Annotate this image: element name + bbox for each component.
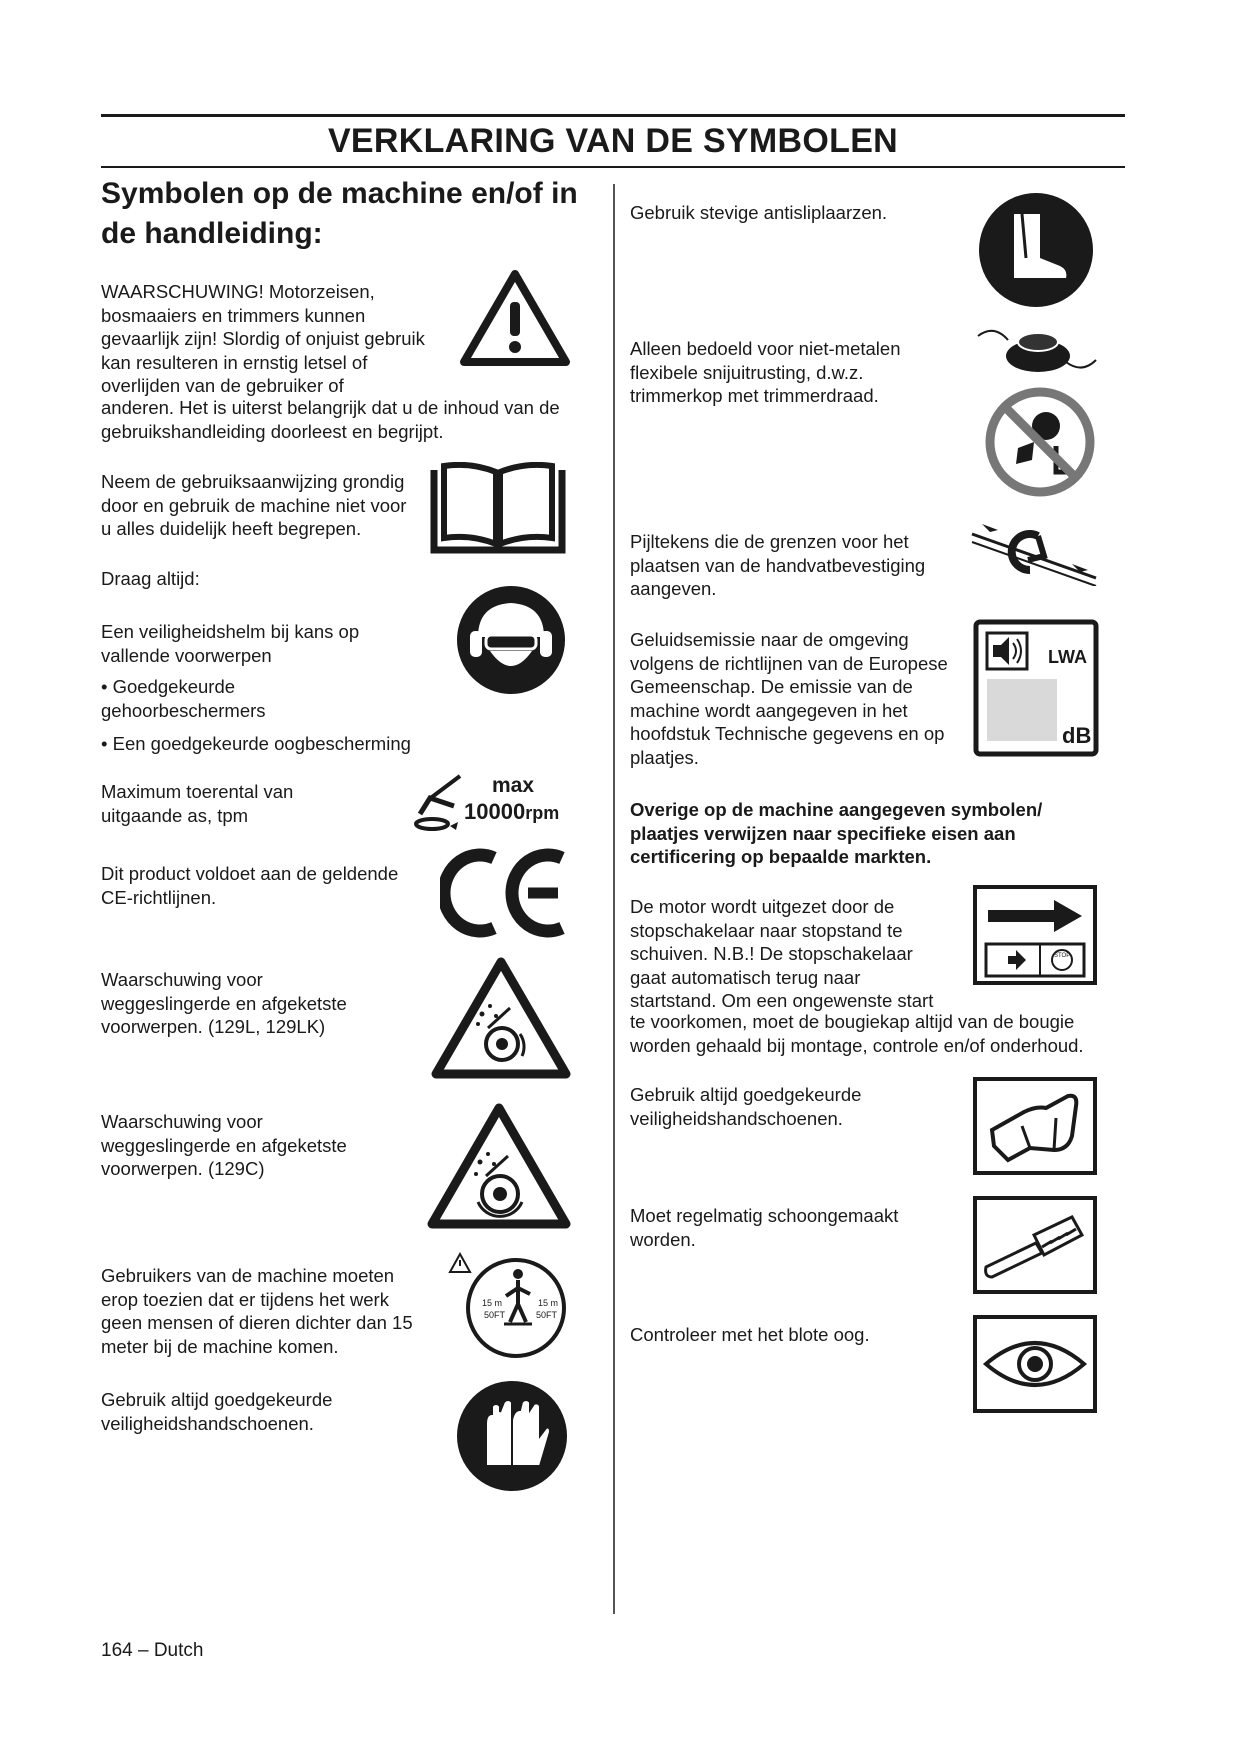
other-markets-text: Overige op de machine aangegeven symbolen/ plaatjes verwijzen naar specifieke eisen aan certificering op bepaalde markten.: [630, 799, 1043, 867]
glove-icon: [972, 1076, 1098, 1176]
max-speed-text: Maximum toerental van uitgaande as, tpm: [101, 781, 294, 826]
stop-label: STOP: [1054, 953, 1071, 959]
page-footer: 164 – Dutch: [101, 1640, 204, 1661]
eye-icon: [972, 1314, 1098, 1414]
distance-ft-left: 50FT: [484, 1310, 506, 1320]
boot-icon: [978, 192, 1094, 308]
eyes-bullet: • Een goedgekeurde oogbescherming: [101, 733, 411, 754]
handle-text: Pijltekens die de grenzen voor het plaatsen van de handvatbevestiging aangeven.: [630, 531, 926, 599]
always-wear-label: Draag altijd:: [101, 568, 200, 589]
distance-m-right: 15 m: [538, 1298, 559, 1308]
hearing-bullet: • Goedgekeurde gehoorbeschermers: [101, 676, 266, 721]
stop-switch-text: De motor wordt uitgezet door de stopschakelaar naar stopstand te schuiven. N.B.! De stopschakelaar gaat automatisch terug naar startstand. Om een ongewenste start: [630, 896, 934, 1011]
ce-text: Dit product voldoet aan de geldende CE-richtlijnen.: [101, 863, 399, 908]
rpm-unit: rpm: [525, 803, 560, 823]
distance-ft-right: 50FT: [536, 1310, 558, 1320]
top-rule: [101, 114, 1125, 117]
distance-text: Gebruikers van de machine moeten erop toezien dat er tijdens het werk geen mensen of dieren dichter dan 15 meter bij de machine komen.: [101, 1265, 413, 1357]
db-label: dB: [1062, 723, 1092, 748]
ce-mark-icon: [440, 848, 572, 938]
warning-text: WAARSCHUWING! Motorzeisen, bosmaaiers en trimmers kunnen gevaarlijk zijn! Slordig of onjuist gebruik kan resulteren in ernstig letsel of overlijden van de gebruiker of: [101, 281, 425, 396]
thrown-objects-warning-icon-1: [430, 956, 572, 1080]
gloves-text-right: Gebruik altijd goedgekeurde veiligheidshandschoenen.: [630, 1084, 862, 1129]
visual-check-text: Controleer met het blote oog.: [630, 1324, 870, 1345]
warning-text-cont: anderen. Het is uiterst belangrijk dat u de inhoud van de gebruikshandleiding doorleest en begrijpt.: [101, 397, 560, 442]
distance-m-left: 15 m: [482, 1298, 503, 1308]
column-divider: [613, 184, 615, 1614]
helmet-text: Een veiligheidshelm bij kans op vallende voorwerpen: [101, 621, 360, 666]
clean-text: Moet regelmatig schoongemaakt worden.: [630, 1205, 899, 1250]
max-label: max: [492, 774, 535, 797]
stop-switch-icon: [972, 884, 1098, 986]
gloves-icon: [456, 1380, 568, 1492]
title-underline: [101, 166, 1125, 168]
trimmer-head-icon: [974, 322, 1100, 378]
thrown-objects-text-1: Waarschuwing voor weggeslingerde en afgeketste voorwerpen. (129L, 129LK): [101, 969, 347, 1037]
brush-icon: [972, 1195, 1098, 1295]
noise-text: Geluidsemissie naar de omgeving volgens de richtlijnen van de Europese Gemeenschap. De emissie van de machine wordt aangegeven in het hoofdstuk Technische gegevens en op plaatjes.: [630, 629, 948, 768]
rpm-value: 10000: [464, 799, 526, 824]
boots-text: Gebruik stevige antisliplaarzen.: [630, 202, 888, 223]
handle-position-icon: [968, 520, 1100, 586]
nonmetal-text: Alleen bedoeld voor niet-metalen flexibele snijuitrusting, d.w.z. trimmerkop met trimmerdraad.: [630, 338, 901, 406]
gloves-text-left: Gebruik altijd goedgekeurde veiligheidshandschoenen.: [101, 1389, 333, 1434]
thrown-objects-warning-icon-2: [426, 1102, 572, 1230]
lwa-label: LWA: [1048, 647, 1087, 667]
no-metal-blade-icon: [984, 386, 1096, 498]
thrown-objects-text-2: Waarschuwing voor weggeslingerde en afgeketste voorwerpen. (129C): [101, 1111, 347, 1179]
stop-switch-text-cont: te voorkomen, moet de bougiekap altijd van de bougie worden gehaald bij montage, controle en/of onderhoud.: [630, 1011, 1084, 1056]
rpm-readout: [464, 800, 559, 826]
section-heading: Symbolen op de machine en/of in de handleiding:: [101, 177, 578, 250]
book-icon: [426, 462, 570, 558]
manual-text: Neem de gebruiksaanwijzing grondig door en gebruik de machine niet voor u alles duidelijk heeft begrepen.: [101, 471, 407, 539]
helmet-icon: [456, 585, 566, 695]
page-title: VERKLARING VAN DE SYMBOLEN: [327, 122, 899, 160]
warning-triangle-icon: [458, 268, 572, 368]
